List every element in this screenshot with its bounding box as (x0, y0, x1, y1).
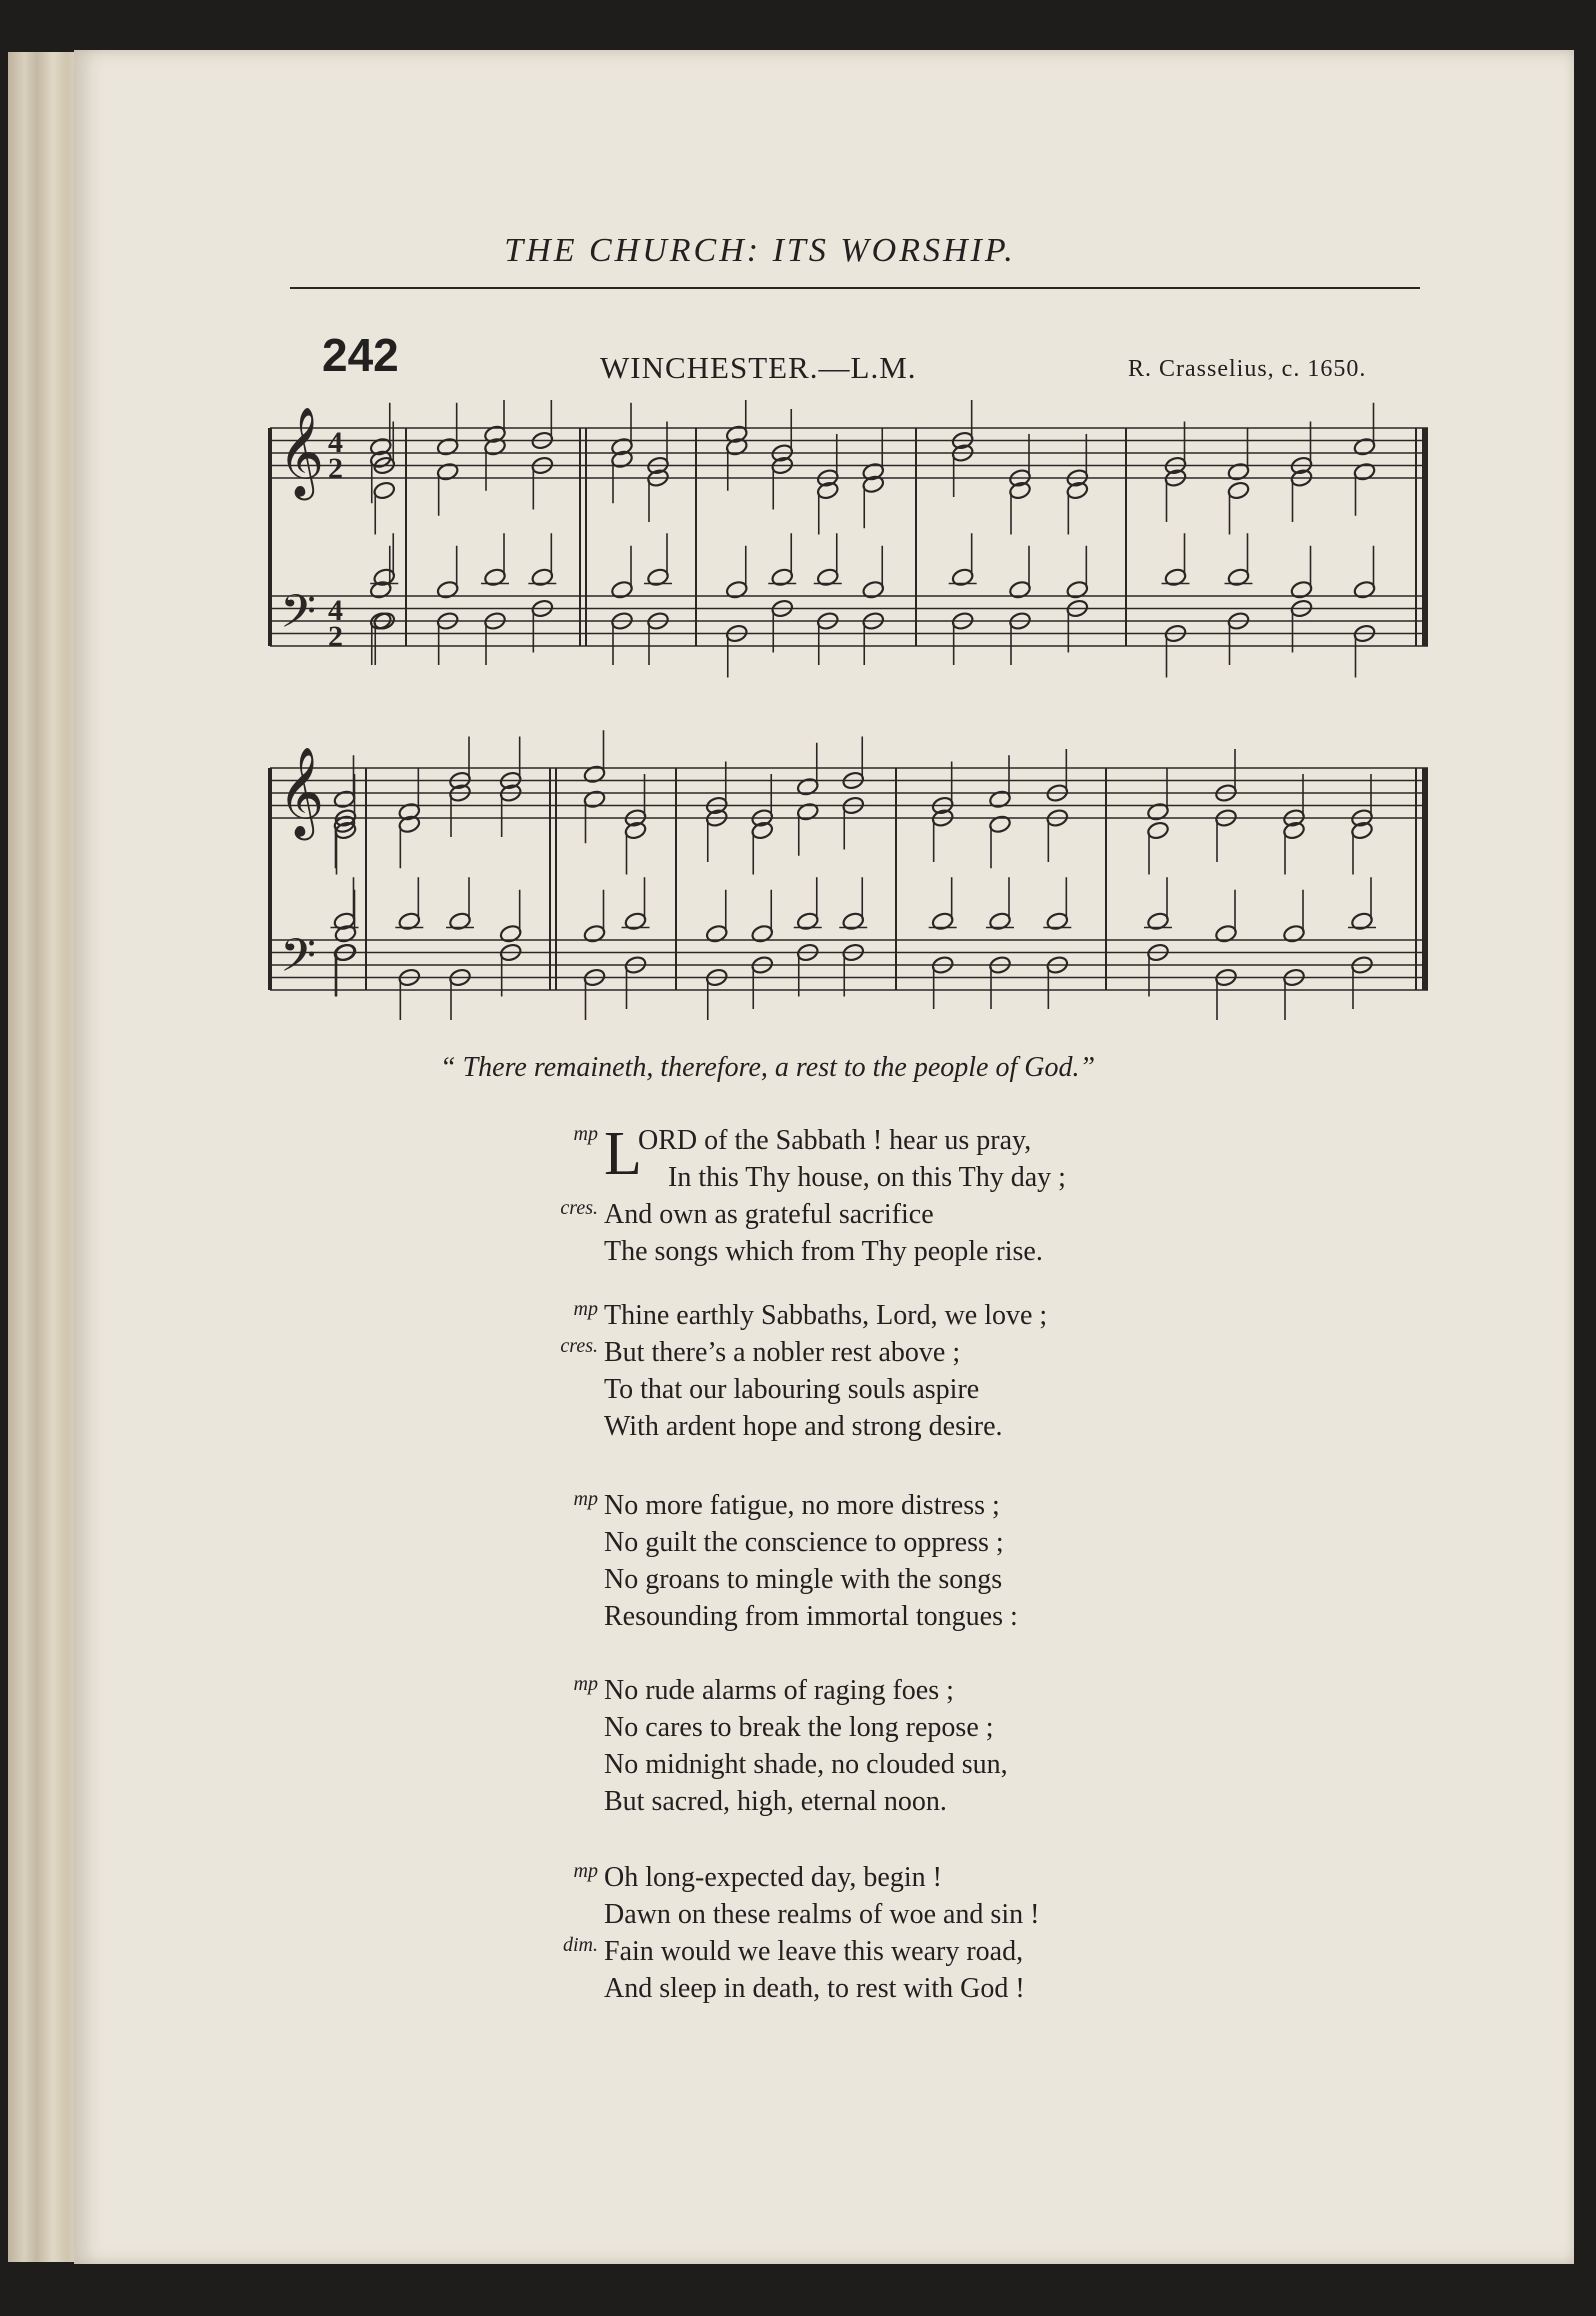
dynamic-marking: mp (573, 1488, 598, 1510)
dynamic-marking: mp (573, 1860, 598, 1882)
dynamic-marking: mp (573, 1673, 598, 1695)
final-barline (1422, 428, 1428, 646)
dynamic-marking: mp (573, 1123, 598, 1145)
verse-text: Thine earthly Sabbaths, Lord, we love ; (604, 1300, 1048, 1331)
verse-text: Fain would we leave this weary road, (604, 1936, 1024, 1967)
verse-text: No groans to mingle with the songs (604, 1564, 1003, 1595)
header-rule (290, 287, 1420, 289)
verse-text: With ardent hope and strong desire. (604, 1411, 1003, 1442)
composer-credit: R. Crasselius, c. 1650. (1128, 356, 1367, 382)
verse-text: And sleep in death, to rest with God ! (604, 1973, 1025, 2004)
verse-text: But there’s a nobler rest above ; (604, 1337, 961, 1368)
verse-text: No more fatigue, no more distress ; (604, 1490, 1000, 1521)
hymn-number: 242 (322, 329, 399, 381)
verse-text: And own as grateful sacrifice (604, 1199, 934, 1230)
running-head: THE CHURCH: ITS WORSHIP. (504, 232, 1016, 269)
epigraph: “ There remaineth, therefore, a rest to the people of God.” (440, 1052, 1096, 1083)
time-signature-bottom: 2 (328, 452, 343, 485)
verse-text: In this Thy house, on this Thy day ; (668, 1162, 1066, 1193)
verse-text: Resounding from immortal tongues : (604, 1601, 1018, 1632)
tune-name: WINCHESTER.—L.M. (600, 350, 917, 385)
verse-text: Dawn on these realms of woe and sin ! (604, 1899, 1040, 1930)
time-signature-top: 4 (328, 426, 343, 459)
dynamic-marking: cres. (560, 1197, 598, 1219)
verse-text: No rude alarms of raging foes ; (604, 1675, 954, 1706)
verse-text: No cares to break the long repose ; (604, 1712, 994, 1743)
verse-text: The songs which from Thy people rise. (604, 1236, 1043, 1267)
verse-text: No guilt the conscience to oppress ; (604, 1527, 1004, 1558)
time-signature-bottom: 2 (328, 620, 343, 653)
drop-cap: L (604, 1120, 642, 1188)
bass-clef-icon: 𝄢 (280, 929, 317, 994)
verse-text: No midnight shade, no clouded sun, (604, 1749, 1008, 1780)
verse-text: ORD of the Sabbath ! hear us pray, (638, 1125, 1032, 1156)
treble-clef-icon: 𝄞 (278, 407, 325, 497)
verse-text: But sacred, high, eternal noon. (604, 1786, 947, 1817)
time-signature-top: 4 (328, 594, 343, 627)
final-barline (1422, 768, 1428, 990)
dynamic-marking: mp (573, 1298, 598, 1320)
dynamic-marking: cres. (560, 1335, 598, 1357)
bass-clef-icon: 𝄢 (280, 585, 317, 650)
dynamic-marking: dim. (563, 1934, 598, 1956)
verse-text: To that our labouring souls aspire (604, 1374, 980, 1405)
verse-text: Oh long-expected day, begin ! (604, 1862, 942, 1893)
music-score (266, 400, 1436, 1020)
treble-clef-icon: 𝄞 (278, 747, 325, 837)
